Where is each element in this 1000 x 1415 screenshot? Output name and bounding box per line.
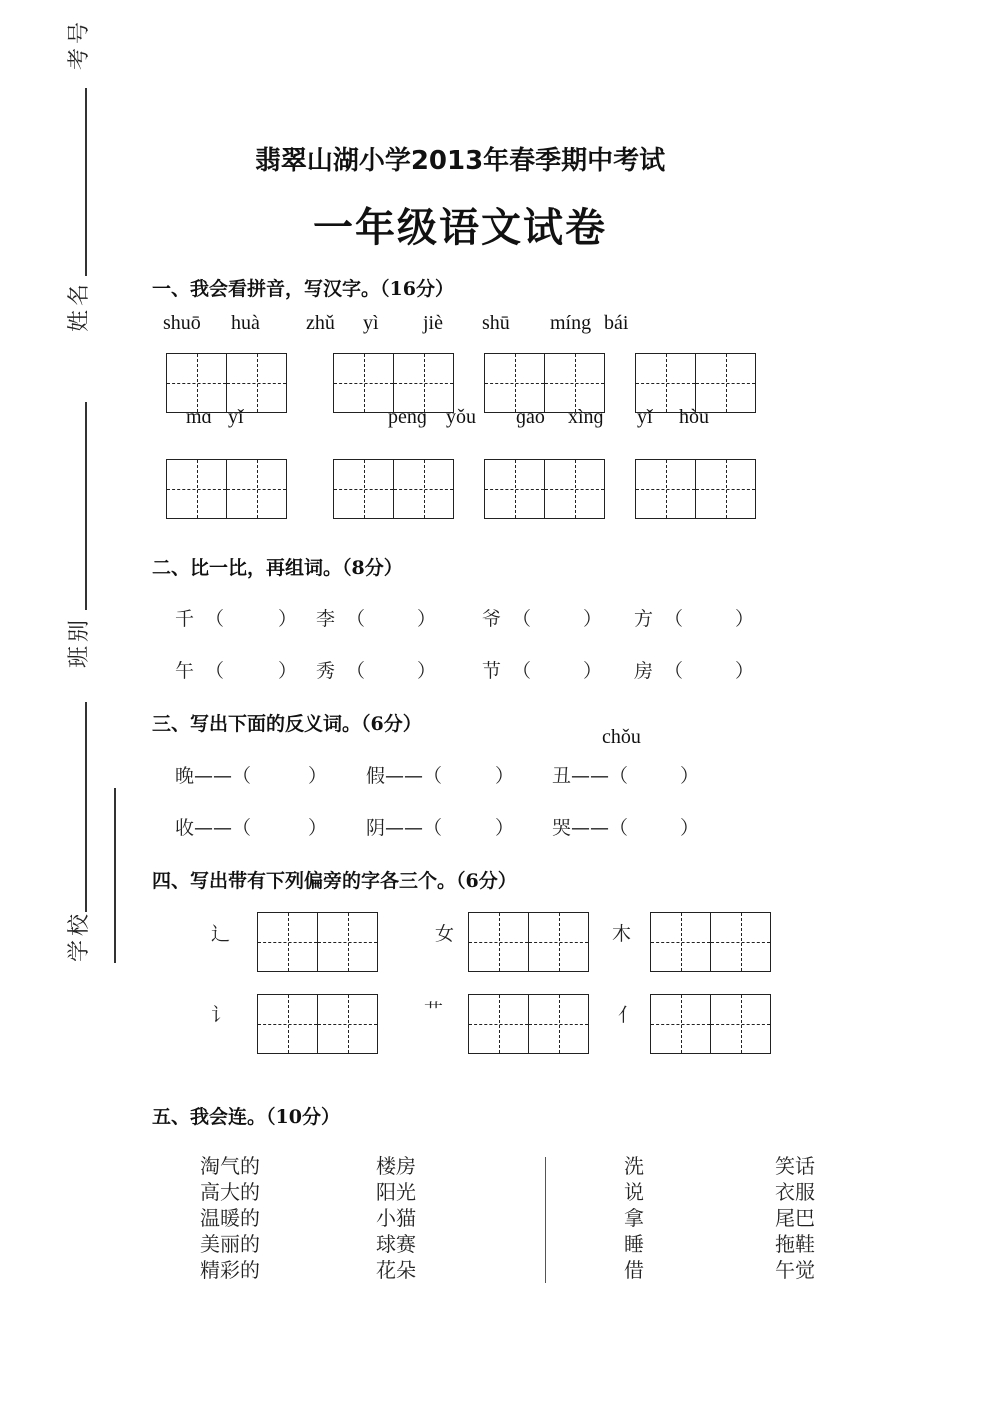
writing-grid[interactable] [484, 353, 605, 413]
hint-pinyin: chǒu [602, 726, 641, 748]
radical-label: 女 [435, 923, 455, 945]
match-item[interactable]: 花朵 [376, 1258, 416, 1282]
antonym-prompt: 收——（ [175, 817, 252, 839]
match-left-nouns [376, 1153, 416, 1283]
compare-char: 方 [634, 608, 654, 630]
pinyin: penɡ [388, 406, 427, 428]
section2-heading: 二、比一比，再组词。（8分） [152, 557, 403, 579]
writing-grid[interactable] [166, 353, 287, 413]
radical-label: 艹 [424, 1000, 444, 1022]
answer-blank[interactable]: ） [278, 608, 298, 630]
answer-blank[interactable]: ） [680, 817, 700, 839]
class-line[interactable] [85, 702, 87, 912]
answer-blank[interactable]: ） [308, 765, 328, 787]
match-item[interactable]: 尾巴 [775, 1206, 815, 1230]
writing-grid[interactable] [635, 459, 756, 519]
open-paren: （ [664, 660, 684, 682]
match-item[interactable]: 温暖的 [200, 1206, 260, 1230]
name-label: 姓名 [67, 279, 92, 332]
match-item[interactable]: 说 [624, 1180, 644, 1204]
antonym-prompt: 阴——（ [366, 817, 443, 839]
section3-heading: 三、写出下面的反义词。（6分） [152, 713, 422, 735]
pinyin: yǒu [446, 406, 476, 428]
match-item[interactable]: 高大的 [200, 1180, 260, 1204]
open-paren: （ [346, 660, 366, 682]
answer-blank[interactable]: ） [308, 817, 328, 839]
match-item[interactable]: 笑话 [775, 1154, 815, 1178]
answer-blank[interactable]: ） [495, 765, 515, 787]
answer-blank[interactable]: ） [495, 817, 515, 839]
match-item[interactable]: 借 [624, 1258, 644, 1282]
match-item[interactable]: 拖鞋 [775, 1232, 815, 1256]
section1-heading: 一、我会看拼音，写汉字。（16分） [152, 278, 454, 300]
writing-grid[interactable] [650, 994, 771, 1054]
writing-grid[interactable] [257, 994, 378, 1054]
open-paren: （ [512, 608, 532, 630]
writing-grid[interactable] [333, 459, 454, 519]
name-line[interactable] [85, 402, 87, 610]
pinyin: ɡao [516, 406, 545, 428]
school-line[interactable] [114, 788, 116, 963]
match-item[interactable]: 精彩的 [200, 1258, 260, 1282]
pinyin: yì [363, 312, 379, 334]
writing-grid[interactable] [468, 994, 589, 1054]
pinyin: zhǔ [306, 312, 335, 334]
column-divider [545, 1157, 546, 1283]
compare-char: 秀 [316, 660, 336, 682]
match-item[interactable]: 阳光 [376, 1180, 416, 1204]
antonym-prompt: 哭——（ [552, 817, 629, 839]
pinyin: mɑ [186, 406, 213, 428]
writing-grid[interactable] [650, 912, 771, 972]
open-paren: （ [664, 608, 684, 630]
pinyin: shū [482, 312, 510, 334]
compare-char: 爷 [482, 608, 502, 630]
open-paren: （ [346, 608, 366, 630]
antonym-prompt: 晚——（ [175, 765, 252, 787]
compare-char: 午 [175, 660, 195, 682]
open-paren: （ [205, 660, 225, 682]
compare-char: 千 [175, 608, 195, 630]
answer-blank[interactable]: ） [680, 765, 700, 787]
pinyin: xìnɡ [568, 406, 604, 428]
compare-char: 房 [634, 660, 654, 682]
match-item[interactable]: 拿 [624, 1206, 644, 1230]
answer-blank[interactable]: ） [417, 608, 437, 630]
pinyin: míng [550, 312, 592, 334]
match-item[interactable]: 洗 [624, 1154, 644, 1178]
radical-label: 木 [612, 923, 632, 945]
pinyin: yǐ [637, 406, 653, 428]
exam-no-label: 考号 [67, 17, 92, 70]
class-label: 班别 [67, 615, 92, 668]
writing-grid[interactable] [166, 459, 287, 519]
radical-label: 辶 [211, 923, 231, 945]
match-item[interactable]: 楼房 [376, 1154, 416, 1178]
radical-label: 亻 [618, 1004, 638, 1026]
pinyin: bái [604, 312, 629, 334]
match-left-adjectives [200, 1153, 260, 1283]
answer-blank[interactable]: ） [417, 660, 437, 682]
pinyin: yǐ [228, 406, 244, 428]
writing-grid[interactable] [635, 353, 756, 413]
match-item[interactable]: 球赛 [376, 1232, 416, 1256]
answer-blank[interactable]: ） [735, 608, 755, 630]
match-item[interactable]: 午觉 [775, 1258, 815, 1282]
section5-heading: 五、我会连。（10分） [152, 1106, 340, 1128]
open-paren: （ [512, 660, 532, 682]
radical-label: 讠 [211, 1004, 231, 1026]
exam-title: 翡翠山湖小学2013年春季期中考试 [254, 146, 666, 176]
pinyin: jiè [423, 312, 443, 334]
section4-heading: 四、写出带有下列偏旁的字各三个。（6分） [152, 870, 517, 892]
writing-grid[interactable] [484, 459, 605, 519]
compare-char: 节 [482, 660, 502, 682]
match-right-objects [775, 1153, 815, 1283]
pinyin: hòu [679, 406, 709, 428]
match-right-verbs [624, 1153, 644, 1283]
match-item[interactable]: 衣服 [775, 1180, 815, 1204]
answer-blank[interactable]: ） [735, 660, 755, 682]
answer-blank[interactable]: ） [583, 608, 603, 630]
pinyin: shuō [163, 312, 201, 334]
school-label: 学校 [67, 909, 92, 962]
writing-grid[interactable] [468, 912, 589, 972]
match-item[interactable]: 睡 [624, 1232, 644, 1256]
writing-grid[interactable] [257, 912, 378, 972]
match-item[interactable]: 小猫 [376, 1206, 416, 1230]
open-paren: （ [205, 608, 225, 630]
pinyin: huà [231, 312, 260, 334]
match-item[interactable]: 美丽的 [200, 1232, 260, 1256]
writing-grid[interactable] [333, 353, 454, 413]
paper-title: 一年级语文试卷 [313, 205, 607, 251]
answer-blank[interactable]: ） [583, 660, 603, 682]
antonym-prompt: 丑——（ [552, 765, 629, 787]
compare-char: 李 [316, 608, 336, 630]
answer-blank[interactable]: ） [278, 660, 298, 682]
match-item[interactable]: 淘气的 [200, 1154, 260, 1178]
antonym-prompt: 假——（ [366, 765, 443, 787]
